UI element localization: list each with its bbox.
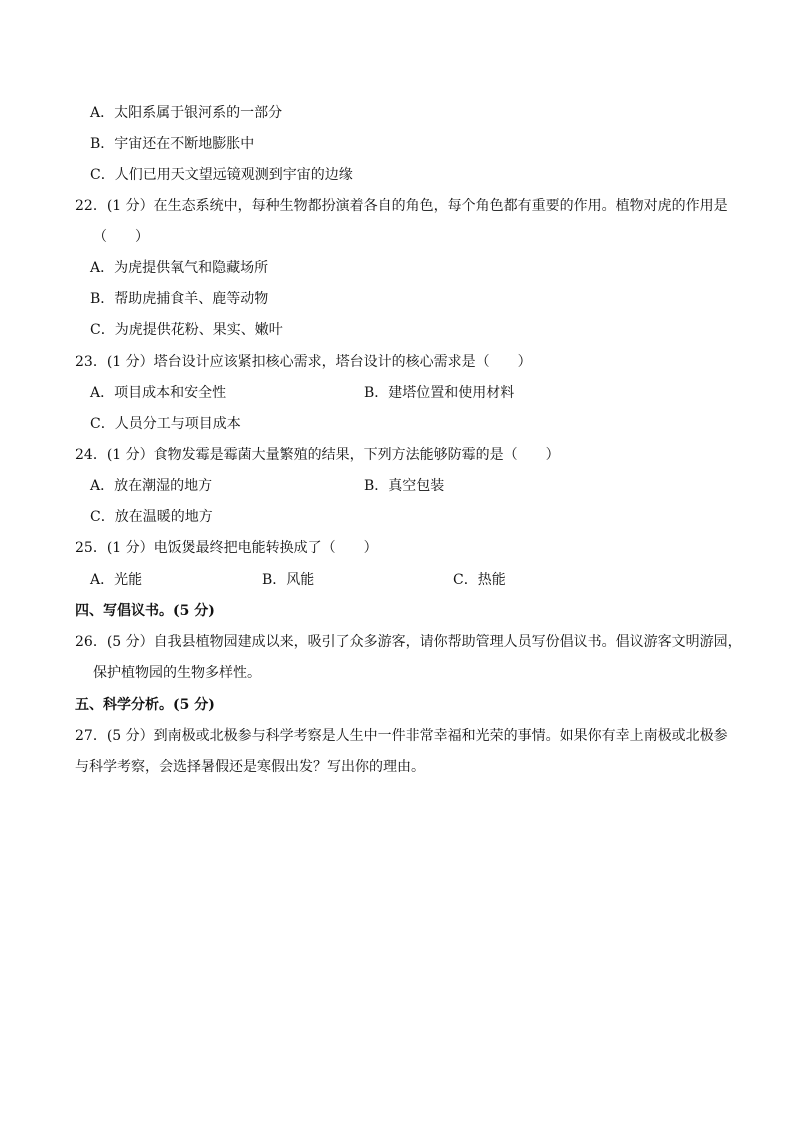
q23-option-b: B．建塔位置和使用材料 bbox=[364, 385, 515, 401]
q22-stem-line2: （ ） bbox=[93, 229, 149, 245]
section-4-heading: 四、写倡议书。(5 分) bbox=[75, 603, 215, 619]
q26-stem-line1: 26．(5 分）自我县植物园建成以来，吸引了众多游客，请你帮助管理人员写份倡议书。倡议游客文明游园， bbox=[75, 634, 742, 650]
q23-option-a: A．项目成本和安全性 bbox=[90, 385, 227, 401]
q22-option-a: A．为虎提供氧气和隐藏场所 bbox=[90, 260, 269, 276]
q23-option-c: C．人员分工与项目成本 bbox=[90, 416, 241, 432]
q23-stem: 23．(1 分）塔台设计应该紧扣核心需求，塔台设计的核心需求是（ ） bbox=[75, 354, 532, 370]
q22-stem-line1: 22．(1 分）在生态系统中，每种生物都扮演着各自的角色，每个角色都有重要的作用。植物对虎的作用是 bbox=[75, 198, 728, 214]
q25-stem: 25．(1 分）电饭煲最终把电能转换成了（ ） bbox=[75, 540, 378, 556]
q27-stem-line2: 与科学考察，会选择暑假还是寒假出发？写出你的理由。 bbox=[75, 759, 425, 775]
q22-option-b: B．帮助虎捕食羊、鹿等动物 bbox=[90, 291, 269, 307]
section-5-heading: 五、科学分析。(5 分) bbox=[75, 697, 215, 713]
q21-option-b: B．宇宙还在不断地膨胀中 bbox=[90, 136, 255, 152]
q24-option-a: A．放在潮湿的地方 bbox=[90, 478, 213, 494]
q21-option-c: C．人们已用天文望远镜观测到宇宙的边缘 bbox=[90, 167, 353, 183]
q26-stem-line2: 保护植物园的生物多样性。 bbox=[93, 665, 261, 681]
q21-option-a: A．太阳系属于银河系的一部分 bbox=[90, 105, 283, 121]
q27-stem-line1: 27．(5 分）到南极或北极参与科学考察是人生中一件非常幸福和光荣的事情。如果你有幸上南极或北极参 bbox=[75, 728, 728, 744]
q24-option-b: B．真空包装 bbox=[364, 478, 445, 494]
q24-option-c: C．放在温暖的地方 bbox=[90, 509, 213, 525]
q25-option-b: B．风能 bbox=[262, 572, 315, 588]
q25-option-a: A．光能 bbox=[90, 572, 143, 588]
q24-stem: 24．(1 分）食物发霉是霉菌大量繁殖的结果，下列方法能够防霉的是（ ） bbox=[75, 447, 560, 463]
q25-option-c: C．热能 bbox=[453, 572, 506, 588]
q22-option-c: C．为虎提供花粉、果实、嫩叶 bbox=[90, 322, 283, 338]
